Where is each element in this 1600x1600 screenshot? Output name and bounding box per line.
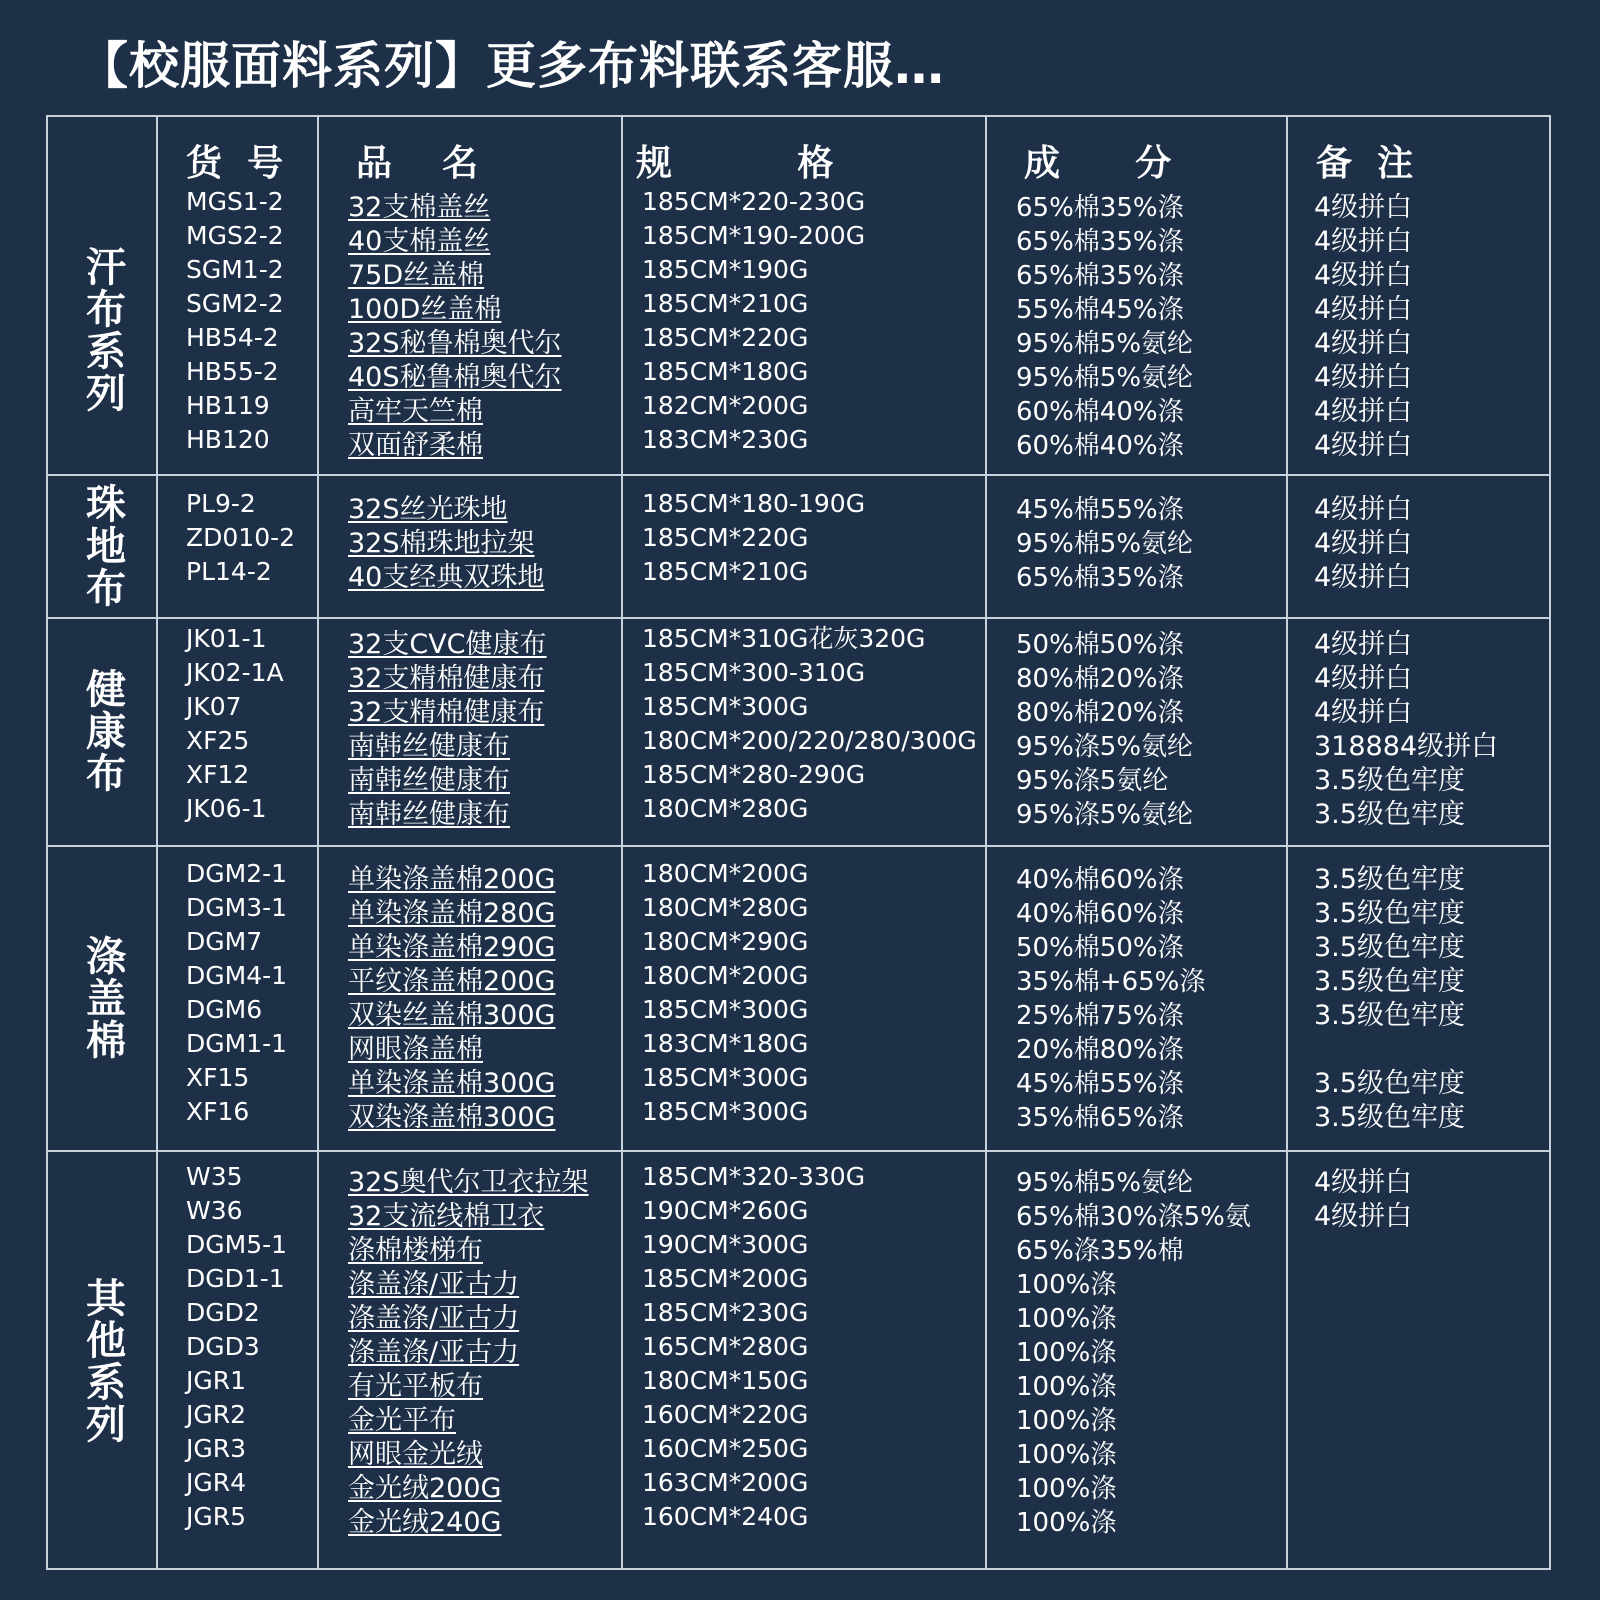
item-code-column [186, 622, 284, 826]
remark: 3.5级色牢度 [1314, 966, 1465, 997]
composition: 65%棉30%涤5%氨 [1016, 1202, 1251, 1232]
product-name[interactable]: 32S棉珠地拉架 [348, 528, 535, 559]
category-label: 健康布 [79, 668, 126, 794]
remark: 4级拼白 [1314, 396, 1413, 427]
composition: 45%棉55%涤 [1016, 1069, 1184, 1099]
item-code: JGR4 [186, 1468, 247, 1497]
remark: 4级拼白 [1314, 226, 1413, 257]
composition: 80%棉20%涤 [1016, 698, 1184, 728]
item-code: PL14-2 [186, 557, 272, 586]
spec: 160CM*250G [642, 1434, 809, 1463]
item-code: ZD010-2 [186, 523, 296, 552]
item-code: HB54-2 [186, 323, 279, 352]
product-name[interactable]: 32支棉盖丝 [348, 192, 491, 223]
product-name[interactable]: 75D丝盖棉 [348, 260, 485, 291]
composition: 100%涤 [1016, 1270, 1117, 1300]
spec: 185CM*300G [642, 1097, 809, 1126]
spec: 185CM*280-290G [642, 760, 866, 789]
remark: 3.5级色牢度 [1314, 799, 1465, 830]
item-code: HB120 [186, 425, 270, 454]
composition: 95%棉5%氨纶 [1016, 329, 1194, 359]
composition: 65%棉35%涤 [1016, 193, 1184, 223]
product-name-column [348, 493, 544, 595]
item-code: DGM5-1 [186, 1230, 288, 1259]
product-name[interactable]: 双染丝盖棉300G [348, 1000, 556, 1031]
grid-line [985, 117, 987, 1568]
composition: 35%棉65%涤 [1016, 1103, 1184, 1133]
composition: 65%棉35%涤 [1016, 227, 1184, 257]
product-name[interactable]: 涤盖涤/亚古力 [348, 1303, 520, 1334]
remark: 4级拼白 [1314, 260, 1413, 291]
spec: 180CM*290G [642, 927, 809, 956]
remark: 3.5级色牢度 [1314, 1102, 1465, 1133]
remark: 4级拼白 [1314, 1201, 1413, 1232]
remark: 4级拼白 [1314, 362, 1413, 393]
composition: 60%棉40%涤 [1016, 431, 1184, 461]
spec: 190CM*300G [642, 1230, 809, 1259]
item-code: XF16 [186, 1097, 250, 1126]
composition: 100%涤 [1016, 1338, 1117, 1368]
product-name[interactable]: 平纹涤盖棉200G [348, 966, 556, 997]
remark: 4级拼白 [1314, 328, 1413, 359]
composition: 95%涤5%氨纶 [1016, 732, 1194, 762]
spec: 185CM*210G [642, 289, 809, 318]
product-name[interactable]: 双染涤盖棉300G [348, 1102, 556, 1133]
item-code: JK02-1A [186, 658, 284, 687]
composition-column [1016, 628, 1193, 832]
spec: 185CM*300-310G [642, 658, 866, 687]
spec: 185CM*230G [642, 1298, 809, 1327]
remark: 4级拼白 [1314, 528, 1413, 559]
category-label: 涤盖棉 [79, 934, 126, 1061]
product-name-column [348, 1166, 589, 1540]
grid-line [621, 117, 623, 1568]
composition: 65%涤35%棉 [1016, 1236, 1184, 1266]
composition: 40%棉60%涤 [1016, 899, 1184, 929]
product-name[interactable]: 40支棉盖丝 [348, 226, 491, 257]
composition: 100%涤 [1016, 1304, 1117, 1334]
product-name[interactable]: 40支经典双珠地 [348, 562, 545, 593]
composition: 100%涤 [1016, 1508, 1117, 1538]
composition: 35%棉+65%涤 [1016, 967, 1206, 997]
product-name[interactable]: 双面舒柔棉 [348, 430, 483, 461]
item-code: W35 [186, 1162, 243, 1191]
item-code: JGR1 [186, 1366, 247, 1395]
spec: 180CM*280G [642, 794, 809, 823]
item-code: DGD3 [186, 1332, 260, 1361]
grid-line [1286, 117, 1288, 1568]
item-code: XF25 [186, 726, 250, 755]
remark [1314, 1033, 1465, 1067]
remark: 3.5级色牢度 [1314, 864, 1465, 895]
product-name[interactable]: 32支CVC健康布 [348, 629, 547, 660]
item-code: HB55-2 [186, 357, 279, 386]
product-name[interactable]: 网眼涤盖棉 [348, 1034, 483, 1065]
composition: 25%棉75%涤 [1016, 1001, 1184, 1031]
spec: 190CM*260G [642, 1196, 809, 1225]
header-code: 货 号 [186, 143, 284, 184]
remark: 4级拼白 [1314, 294, 1413, 325]
item-code-column [186, 487, 295, 589]
header-name: 品 名 [356, 143, 479, 184]
product-name[interactable]: 有光平板布 [348, 1371, 483, 1402]
remark: 4级拼白 [1314, 697, 1413, 728]
category-label: 汗布系列 [79, 245, 126, 414]
spec: 160CM*220G [642, 1400, 809, 1429]
spec: 180CM*200G [642, 961, 809, 990]
item-code-column [186, 857, 287, 1129]
spec-column [642, 487, 865, 589]
item-code: JK01-1 [186, 624, 267, 653]
product-name[interactable]: 金光平布 [348, 1405, 456, 1436]
product-name[interactable]: 涤盖涤/亚古力 [348, 1269, 520, 1300]
remark: 4级拼白 [1314, 562, 1413, 593]
product-name[interactable]: 单染涤盖棉300G [348, 1068, 556, 1099]
section-divider [48, 474, 1549, 476]
item-code: DGD2 [186, 1298, 260, 1327]
product-name[interactable]: 涤盖涤/亚古力 [348, 1337, 520, 1368]
spec: 163CM*200G [642, 1468, 809, 1497]
spec-column [642, 622, 977, 826]
spec: 160CM*240G [642, 1502, 809, 1531]
header-composition: 成 分 [1024, 143, 1172, 184]
product-name[interactable]: 南韩丝健康布 [348, 765, 510, 796]
product-name[interactable]: 单染涤盖棉200G [348, 864, 556, 895]
item-code: SGM1-2 [186, 255, 284, 284]
composition: 40%棉60%涤 [1016, 865, 1184, 895]
item-code: PL9-2 [186, 489, 256, 518]
remark: 4级拼白 [1314, 1167, 1413, 1198]
spec: 185CM*220G [642, 523, 809, 552]
item-code: DGM1-1 [186, 1029, 288, 1058]
category-label: 珠地布 [79, 482, 126, 609]
spec: 180CM*200/220/280/300G [642, 726, 977, 755]
spec: 185CM*190G [642, 255, 809, 284]
spec: 185CM*300G [642, 692, 809, 721]
spec-column [642, 1160, 865, 1534]
composition: 45%棉55%涤 [1016, 495, 1184, 525]
remark-column [1314, 628, 1498, 832]
item-code: DGM7 [186, 927, 263, 956]
spec: 185CM*320-330G [642, 1162, 866, 1191]
remark-column [1314, 1166, 1412, 1234]
spec: 185CM*310G花灰320G [642, 624, 926, 653]
item-code: DGM3-1 [186, 893, 288, 922]
header-remark: 备 注 [1316, 143, 1414, 184]
composition-column [1016, 191, 1193, 463]
product-name[interactable]: 40S秘鲁棉奥代尔 [348, 362, 562, 393]
item-code: XF12 [186, 760, 250, 789]
product-name[interactable]: 32S丝光珠地 [348, 494, 508, 525]
product-name[interactable]: 高牢天竺棉 [348, 396, 483, 427]
product-name[interactable]: 32支精棉健康布 [348, 663, 545, 694]
composition: 50%棉50%涤 [1016, 630, 1184, 660]
product-name[interactable]: 100D丝盖棉 [348, 294, 502, 325]
spec: 185CM*300G [642, 1063, 809, 1092]
category-label: 其他系列 [79, 1277, 126, 1445]
item-code: JK07 [186, 692, 242, 721]
product-name[interactable]: 南韩丝健康布 [348, 731, 510, 762]
spec: 185CM*200G [642, 1264, 809, 1293]
spec: 165CM*280G [642, 1332, 809, 1361]
grid-line [317, 117, 319, 1568]
composition: 80%棉20%涤 [1016, 664, 1184, 694]
product-name-column [348, 191, 562, 463]
item-code: DGM6 [186, 995, 263, 1024]
spec-column [642, 185, 865, 457]
spec: 180CM*150G [642, 1366, 809, 1395]
spec: 185CM*180-190G [642, 489, 866, 518]
item-code: DGM4-1 [186, 961, 288, 990]
spec: 185CM*220G [642, 323, 809, 352]
composition: 100%涤 [1016, 1440, 1117, 1470]
composition: 20%棉80%涤 [1016, 1035, 1184, 1065]
spec: 185CM*180G [642, 357, 809, 386]
composition: 50%棉50%涤 [1016, 933, 1184, 963]
item-code: DGM2-1 [186, 859, 288, 888]
composition: 100%涤 [1016, 1474, 1117, 1504]
item-code: MGS1-2 [186, 187, 284, 216]
composition: 60%棉40%涤 [1016, 397, 1184, 427]
remark: 3.5级色牢度 [1314, 765, 1465, 796]
product-name[interactable]: 网眼金光绒 [348, 1439, 483, 1470]
remark-column [1314, 191, 1412, 463]
product-name-column [348, 863, 555, 1135]
spec-column [642, 857, 808, 1129]
section-divider [48, 845, 1549, 847]
product-name[interactable]: 南韩丝健康布 [348, 799, 510, 830]
remark: 4级拼白 [1314, 663, 1413, 694]
item-code: HB119 [186, 391, 270, 420]
remark-column [1314, 493, 1412, 595]
composition-column [1016, 1166, 1251, 1540]
header-spec: 规 格 [636, 143, 834, 184]
remark: 4级拼白 [1314, 192, 1413, 223]
product-name[interactable]: 单染涤盖棉280G [348, 898, 556, 929]
product-name[interactable]: 32支流线棉卫衣 [348, 1201, 545, 1232]
composition: 95%棉5%氨纶 [1016, 529, 1194, 559]
item-code: XF15 [186, 1063, 250, 1092]
item-code: DGD1-1 [186, 1264, 285, 1293]
spec: 185CM*300G [642, 995, 809, 1024]
page-title: 【校服面料系列】更多布料联系客服… [78, 37, 945, 95]
item-code: JGR2 [186, 1400, 247, 1429]
product-name[interactable]: 32S奥代尔卫衣拉架 [348, 1167, 589, 1198]
spec: 185CM*210G [642, 557, 809, 586]
spec: 185CM*220-230G [642, 187, 866, 216]
composition: 95%棉5%氨纶 [1016, 1168, 1194, 1198]
spec: 183CM*230G [642, 425, 809, 454]
item-code: JGR3 [186, 1434, 247, 1463]
item-code: SGM2-2 [186, 289, 284, 318]
item-code-column [186, 1160, 287, 1534]
item-code: W36 [186, 1196, 243, 1225]
composition: 100%涤 [1016, 1372, 1117, 1402]
remark-column [1314, 863, 1465, 1135]
spec: 180CM*200G [642, 859, 809, 888]
composition-column [1016, 863, 1205, 1135]
product-name[interactable]: 金光绒200G [348, 1473, 502, 1504]
composition: 55%棉45%涤 [1016, 295, 1184, 325]
remark: 3.5级色牢度 [1314, 1000, 1465, 1031]
item-code: MGS2-2 [186, 221, 284, 250]
product-name[interactable]: 涤棉楼梯布 [348, 1235, 483, 1266]
composition: 100%涤 [1016, 1406, 1117, 1436]
product-name-column [348, 628, 547, 832]
spec: 182CM*200G [642, 391, 809, 420]
fabric-table [46, 115, 1551, 1570]
remark: 3.5级色牢度 [1314, 932, 1465, 963]
item-code-column [186, 185, 284, 457]
spec: 183CM*180G [642, 1029, 809, 1058]
composition: 65%棉35%涤 [1016, 563, 1184, 593]
product-name[interactable]: 单染涤盖棉290G [348, 932, 556, 963]
composition: 95%涤5氨纶 [1016, 766, 1169, 796]
composition: 65%棉35%涤 [1016, 261, 1184, 291]
product-name[interactable]: 32S秘鲁棉奥代尔 [348, 328, 562, 359]
product-name[interactable]: 32支精棉健康布 [348, 697, 545, 728]
composition: 95%棉5%氨纶 [1016, 363, 1194, 393]
remark: 4级拼白 [1314, 430, 1413, 461]
item-code: JK06-1 [186, 794, 267, 823]
composition-column [1016, 493, 1193, 595]
remark: 3.5级色牢度 [1314, 898, 1465, 929]
product-name[interactable]: 金光绒240G [348, 1507, 502, 1538]
item-code: JGR5 [186, 1502, 247, 1531]
spec: 185CM*190-200G [642, 221, 866, 250]
remark: 318884级拼白 [1314, 731, 1499, 762]
remark: 3.5级色牢度 [1314, 1068, 1465, 1099]
section-divider [48, 617, 1549, 619]
remark: 4级拼白 [1314, 494, 1413, 525]
remark: 4级拼白 [1314, 629, 1413, 660]
composition: 95%涤5%氨纶 [1016, 800, 1194, 830]
section-divider [48, 1150, 1549, 1152]
spec: 180CM*280G [642, 893, 809, 922]
